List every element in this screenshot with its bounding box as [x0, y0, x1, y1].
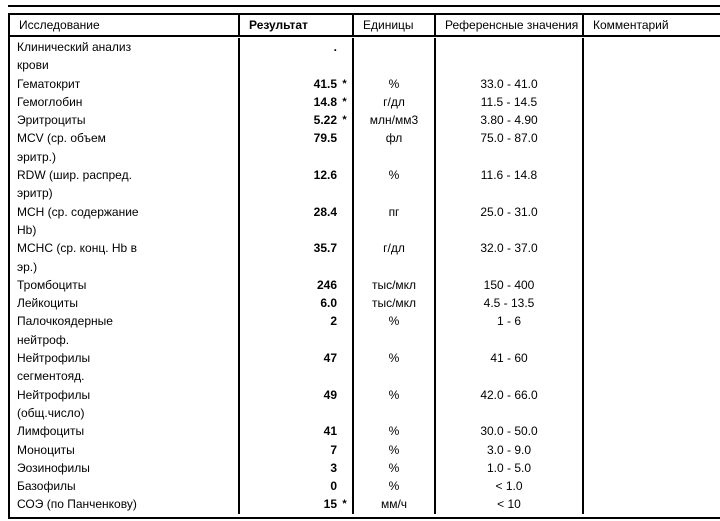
reference-range: 3.0 - 9.0: [434, 441, 582, 459]
table-row: [10, 441, 720, 459]
result-cell: [238, 294, 352, 312]
table-row: [10, 294, 720, 312]
comment: [582, 111, 720, 129]
test-name: Лейкоциты: [17, 296, 79, 311]
out-of-range-flag: *: [342, 498, 347, 511]
comment: [582, 495, 720, 513]
comment: [582, 386, 720, 423]
result-cell: [238, 495, 352, 513]
reference-range: < 10: [434, 495, 582, 513]
result-value: 246: [316, 277, 337, 292]
unit: %: [352, 477, 434, 495]
top-horizontal-rule: [8, 5, 720, 7]
result-cell: [238, 129, 352, 166]
result-value: 28.4: [313, 204, 337, 219]
unit: млн/мм3: [352, 111, 434, 129]
unit: тыс/мкл: [352, 276, 434, 294]
result-value: 0: [330, 479, 337, 494]
result-value: 47: [323, 351, 337, 366]
unit: фл: [352, 129, 434, 166]
result-cell: [238, 349, 352, 386]
test-name: MCHC (ср. конц. Hb в эр.): [17, 241, 137, 274]
unit: тыс/мкл: [352, 294, 434, 312]
test-name: Базофилы: [17, 479, 76, 494]
reference-range: 11.5 - 14.5: [434, 93, 582, 111]
result-value: 35.7: [313, 241, 337, 256]
out-of-range-flag: *: [342, 95, 347, 108]
unit: %: [352, 349, 434, 386]
test-name: Гемоглобин: [17, 94, 83, 109]
unit: %: [352, 441, 434, 459]
result-value: 14.8: [313, 94, 337, 109]
reference-range: 75.0 - 87.0: [434, 129, 582, 166]
table-row: [10, 75, 720, 93]
reference-range: 1 - 6: [434, 312, 582, 349]
table-row: [10, 38, 720, 75]
unit: г/дл: [352, 93, 434, 111]
result-value: 49: [323, 387, 337, 402]
comment: [582, 459, 720, 477]
result-cell: [238, 239, 352, 276]
result-cell: [238, 312, 352, 349]
test-name: Палочкоядерные нейтроф.: [17, 314, 113, 347]
test-name: СОЭ (по Панченкову): [17, 497, 137, 512]
test-name: Нейтрофилы сегментояд.: [17, 351, 91, 384]
result-cell: [238, 459, 352, 477]
reference-range: 32.0 - 37.0: [434, 239, 582, 276]
result-value: 41.5: [313, 76, 337, 91]
table-row: [10, 495, 720, 513]
result-cell: [238, 111, 352, 129]
result-value: 41: [323, 424, 337, 439]
result-cell: [238, 441, 352, 459]
result-cell: [238, 75, 352, 93]
test-name: Клинический анализ крови: [17, 40, 132, 73]
header-test: Исследование: [19, 18, 100, 32]
comment: [582, 422, 720, 440]
unit: %: [352, 422, 434, 440]
result-value: 2: [330, 314, 337, 329]
comment: [582, 239, 720, 276]
reference-range: 30.0 - 50.0: [434, 422, 582, 440]
result-value: 5.22: [313, 113, 337, 128]
reference-range: 42.0 - 66.0: [434, 386, 582, 423]
test-name: Тромбоциты: [17, 277, 87, 292]
result-value: 15: [323, 497, 337, 512]
header-reference: Референсные значения: [434, 15, 582, 35]
test-name: MCH (ср. содержание Hb): [17, 204, 139, 237]
result-cell: [238, 386, 352, 423]
reference-range: 3.80 - 4.90: [434, 111, 582, 129]
table-row: [10, 386, 720, 423]
unit: %: [352, 386, 434, 423]
result-value: 79.5: [313, 131, 337, 146]
comment: [582, 276, 720, 294]
comment: [582, 38, 720, 75]
result-cell: [238, 93, 352, 111]
test-name: Нейтрофилы (общ.число): [17, 387, 91, 420]
test-name: RDW (шир. распред. эритр): [17, 168, 132, 201]
out-of-range-flag: *: [342, 114, 347, 127]
result-cell: [238, 203, 352, 240]
table-row: [10, 422, 720, 440]
test-name: Эритроциты: [17, 113, 86, 128]
table-row: [10, 477, 720, 495]
comment: [582, 349, 720, 386]
reference-range: 150 - 400: [434, 276, 582, 294]
reference-range: [434, 38, 582, 75]
result-cell: [238, 477, 352, 495]
reference-range: 41 - 60: [434, 349, 582, 386]
result-value: .: [333, 40, 337, 54]
table-row: [10, 276, 720, 294]
table-row: [10, 349, 720, 386]
table-header-row: [10, 15, 720, 37]
comment: [582, 441, 720, 459]
test-name: Гематокрит: [17, 76, 81, 91]
table-row: [10, 239, 720, 276]
header-comment: Комментарий: [582, 15, 720, 35]
header-result: Результат: [238, 15, 352, 35]
unit: [352, 38, 434, 75]
header-units: Единицы: [352, 15, 434, 35]
unit: %: [352, 312, 434, 349]
result-value: 12.6: [313, 168, 337, 183]
out-of-range-flag: *: [342, 77, 347, 90]
result-cell: [238, 276, 352, 294]
table-row: [10, 93, 720, 111]
table-body: [10, 37, 720, 515]
result-value: 3: [330, 460, 337, 475]
table-row: [10, 312, 720, 349]
unit: пг: [352, 203, 434, 240]
table-row: [10, 203, 720, 240]
comment: [582, 166, 720, 203]
unit: %: [352, 166, 434, 203]
comment: [582, 477, 720, 495]
comment: [582, 312, 720, 349]
reference-range: 33.0 - 41.0: [434, 75, 582, 93]
reference-range: 11.6 - 14.8: [434, 166, 582, 203]
table-row: [10, 166, 720, 203]
reference-range: 4.5 - 13.5: [434, 294, 582, 312]
lab-results-table: [8, 13, 720, 519]
test-name: Лимфоциты: [17, 424, 85, 439]
table-row: [10, 459, 720, 477]
unit: г/дл: [352, 239, 434, 276]
comment: [582, 294, 720, 312]
result-value: 7: [330, 442, 337, 457]
result-cell: [238, 38, 352, 75]
table-row: [10, 111, 720, 129]
test-name: MCV (ср. объем эритр.): [17, 131, 106, 164]
result-cell: [238, 422, 352, 440]
unit: мм/ч: [352, 495, 434, 513]
test-name: Эозинофилы: [17, 460, 90, 475]
unit: %: [352, 75, 434, 93]
test-name: Моноциты: [17, 442, 75, 457]
comment: [582, 129, 720, 166]
reference-range: 1.0 - 5.0: [434, 459, 582, 477]
table-row: [10, 129, 720, 166]
result-value: 6.0: [320, 296, 337, 311]
unit: %: [352, 459, 434, 477]
result-cell: [238, 166, 352, 203]
comment: [582, 203, 720, 240]
reference-range: 25.0 - 31.0: [434, 203, 582, 240]
reference-range: < 1.0: [434, 477, 582, 495]
comment: [582, 75, 720, 93]
comment: [582, 93, 720, 111]
